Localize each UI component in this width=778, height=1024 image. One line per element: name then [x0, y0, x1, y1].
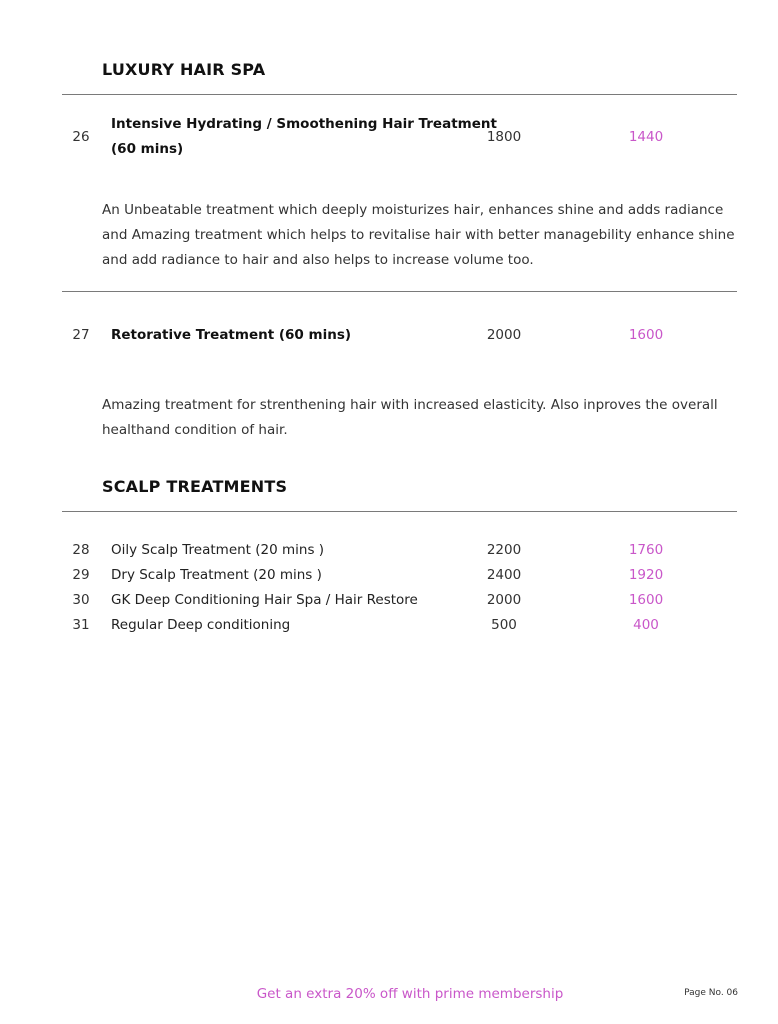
- item-offer-price: 1600: [628, 327, 664, 343]
- item-name: Regular Deep conditioning: [111, 617, 291, 633]
- prime-membership-promo: Get an extra 20% off with prime membership: [256, 986, 564, 1002]
- description-line: and Amazing treatment which helps to revitalise hair with better managebility enhance shine: [102, 227, 735, 243]
- description-line: An Unbeatable treatment which deeply moisturizes hair, enhances shine and adds radiance: [102, 202, 724, 218]
- item-price: 500: [491, 617, 517, 633]
- item-number: 28: [72, 542, 90, 558]
- item-number: 29: [72, 567, 90, 583]
- item-name-continued: (60 mins): [111, 141, 184, 157]
- divider: [62, 94, 737, 95]
- item-number: 26: [72, 129, 90, 145]
- item-offer-price: 1440: [628, 129, 664, 145]
- item-description: [102, 393, 742, 443]
- section-title-scalp-treatments: SCALP TREATMENTS: [102, 477, 288, 496]
- item-name: Dry Scalp Treatment (20 mins ): [111, 567, 322, 583]
- divider: [62, 511, 737, 512]
- item-price: 2000: [486, 592, 522, 608]
- item-offer-price: 1600: [628, 592, 664, 608]
- item-offer-price: 1920: [628, 567, 664, 583]
- item-number: 27: [72, 327, 90, 343]
- description-line: Amazing treatment for strenthening hair with increased elasticity. Also inproves the overall: [102, 397, 718, 413]
- description-line: healthand condition of hair.: [102, 422, 288, 438]
- item-price: 2000: [486, 327, 522, 343]
- page-number: Page No. 06: [684, 988, 738, 998]
- item-name: Intensive Hydrating / Smoothening Hair Treatment: [111, 116, 497, 132]
- item-name: Retorative Treatment (60 mins): [111, 327, 352, 343]
- item-price: 2400: [486, 567, 522, 583]
- item-name: GK Deep Conditioning Hair Spa / Hair Restore: [111, 592, 418, 608]
- item-description: [102, 198, 742, 273]
- item-offer-price: 400: [633, 617, 659, 633]
- item-price: 2200: [486, 542, 522, 558]
- section-title-luxury-hair-spa: LUXURY HAIR SPA: [102, 60, 266, 79]
- item-price: 1800: [486, 129, 522, 145]
- description-line: and add radiance to hair and also helps to increase volume too.: [102, 252, 534, 268]
- item-number: 30: [72, 592, 90, 608]
- divider: [62, 291, 737, 292]
- item-number: 31: [72, 617, 90, 633]
- item-name: Oily Scalp Treatment (20 mins ): [111, 542, 325, 558]
- item-offer-price: 1760: [628, 542, 664, 558]
